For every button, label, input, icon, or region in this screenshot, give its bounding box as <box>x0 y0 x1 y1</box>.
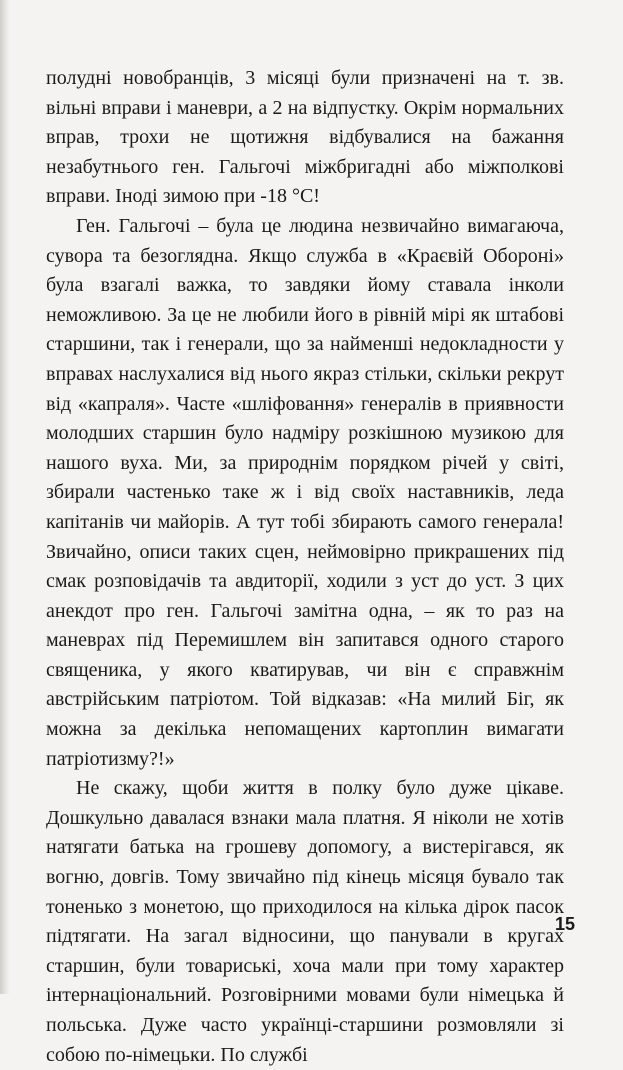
page-edge-shadow <box>0 0 10 994</box>
page-number: 15 <box>554 914 575 934</box>
body-text <box>46 64 564 1070</box>
paragraph: Не скажу, щоби життя в полку було дуже цікаве. Дошкульно давалася взнаки мала платня. Я ніколи не хотів натягати батька на грошеву допомогу, а вистерігався, як вогню, довгів. Тому звичайно під кінець місяця бувало так тоненько з монетою, що приходилося на кілька дірок пасок підтягати. На загал відносини, що панували в кругах старшин, були товариські, хоча мали при тому характер інтернаціональний. Розговірними мовами були німецька й польська. Дуже часто українці-старшини розмовляли зі собою по-німецьки. По службі <box>46 777 564 1066</box>
paragraph: полудні новобранців, 3 місяці були призначені на т. зв. вільні вправи і маневри, а 2 на відпустку. Окрім нормальних вправ, трохи не щотижня відбувалися на бажання незабутнього ген. Гальгочі міжбригадні або міжполкові вправи. Іноді зимою при -18 °С! <box>46 67 564 208</box>
paragraph: Ген. Гальгочі – була це людина незвичайно вимагаюча, сувора та безоглядна. Якщо служба в «Краєвій Обороні» була взагалі важка, то завдяки йому ставала інколи неможливою. За це не любили його в рівній мірі як штабові старшини, так і генерали, що за найменші недокладности у вправах наслухалися від нього якраз стільки, скільки рекрут від «капраля». Часте «шліфовання» генералів в приявности молодших старшин було надміру розкішною музикою для нашого вуха. Ми, за природнім порядком річей у світі, збирали частенько таке ж і від своїх наставників, леда капітанів чи майорів. А тут тобі збирають самого генерала! Звичайно, описи таких сцен, неймовірно прикрашених під смак розповідачів та авдиторії, ходили з уст до уст. З цих анекдот про ген. Гальгочі замітна одна, – як то раз на маневрах під Перемишлем він запитався одного старого священика, у якого кватирував, чи він є справжнім австрійським патріотом. Той відказав: «На милий Біг, як можна за декілька непомащених картоплин вимагати патріотизму?!» <box>46 214 564 770</box>
